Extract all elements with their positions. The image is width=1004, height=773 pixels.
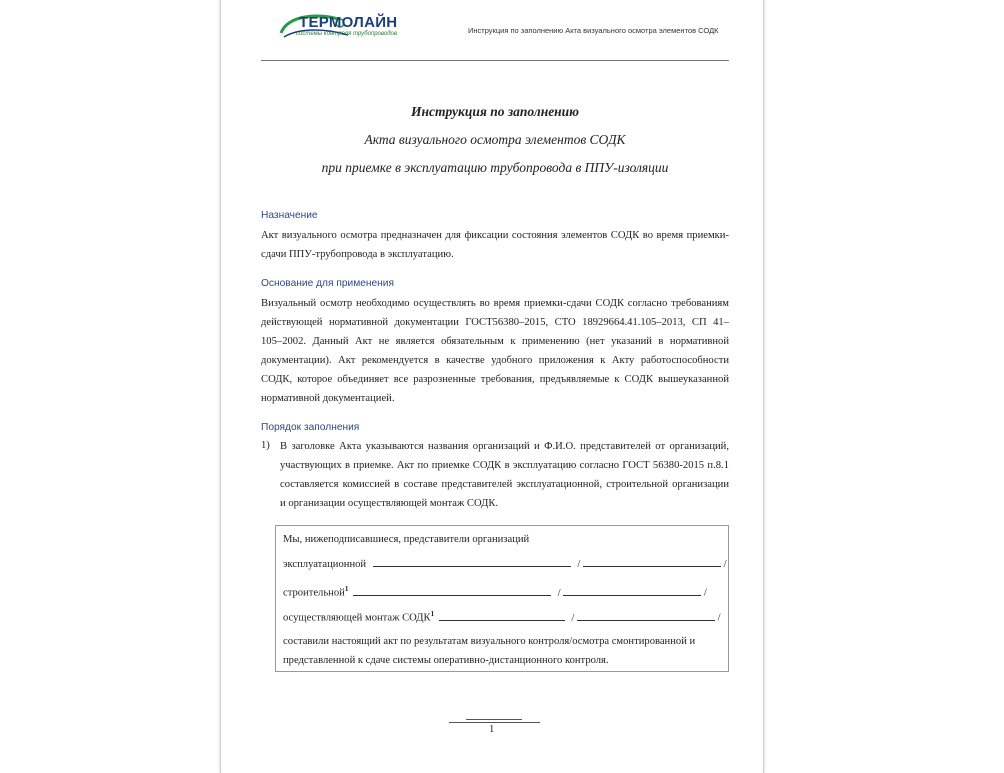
form-row-label: эксплуатационной <box>283 559 367 570</box>
page-number: 1 <box>489 724 495 735</box>
paragraph-line: Акт визуального осмотра предназначен для фиксации состояния элементов СОДК во время приемки- <box>261 230 729 241</box>
footer-rule <box>449 722 540 723</box>
slash: / <box>577 559 581 570</box>
paragraph-line: действующей нормативной документации ГОСТ56380–2015, СТО 18929664.41.105–2013, СП 41– <box>261 317 729 328</box>
paragraph-line: нормативной документацией. <box>261 393 395 404</box>
logo-tagline: системы контроля трубопроводов <box>296 31 398 37</box>
form-row-operating-org <box>283 555 727 574</box>
section-heading-basis: Основание для применения <box>261 278 394 289</box>
paragraph-line: 105–2002. Данный Акт не является обязательным к применению (нет указаний в нормативной <box>261 336 729 347</box>
section-heading-procedure: Порядок заполнения <box>261 422 360 433</box>
running-header-title: Инструкция по заполнению Акта визуального осмотра элементов СОДК <box>468 26 719 35</box>
footnote-mark: 1 <box>344 585 349 593</box>
person-name-blank <box>583 556 721 567</box>
slash: / <box>703 587 707 599</box>
org-name-blank <box>353 585 551 596</box>
form-row-label: осуществляющей монтаж СОДК <box>283 612 431 624</box>
paragraph-line: документации). Акт рекомендуется в качестве удобного приложения к Акту работоспособности <box>261 355 729 366</box>
list-item-line: В заголовке Акта указываются названия организаций и Ф.И.О. представителей от организаций, <box>280 441 729 452</box>
paragraph-line: сдачи ППУ-трубопровода в эксплуатацию. <box>261 249 454 260</box>
form-intro: Мы, нижеподписавшиеся, представители организаций <box>283 534 530 545</box>
org-name-blank <box>439 610 565 621</box>
slash: / <box>723 559 727 570</box>
slash: / <box>717 612 721 624</box>
document-title-line-3: при приемке в эксплуатацию трубопровода в ППУ-изоляции <box>321 160 669 175</box>
paragraph-line: Визуальный осмотр необходимо осуществлять во время приемки-сдачи СОДК согласно требованиям <box>261 298 729 309</box>
form-closing-line: представленной к сдаче системы оперативно-дистанционного контроля. <box>283 655 609 666</box>
list-item-line: составляется комиссией в составе представителей эксплуатационной, строительной организации <box>280 479 729 490</box>
section-heading-purpose: Назначение <box>261 210 318 221</box>
person-name-blank <box>563 585 701 596</box>
header-divider <box>261 60 729 61</box>
list-item-line: участвующих в приемке. Акт по приемке СОДК в эксплуатацию согласно ГОСТ 56380-2015 п.8.1 <box>280 460 729 471</box>
form-row-construction-org <box>283 580 707 603</box>
logo-name: ТЕРМОЛАЙН <box>299 14 398 31</box>
org-name-blank <box>373 556 571 567</box>
list-item-number: 1) <box>261 440 270 451</box>
slash: / <box>571 612 575 624</box>
document-title-line-2: Акта визуального осмотра элементов СОДК <box>364 132 626 147</box>
person-name-blank <box>577 610 715 621</box>
slash: / <box>557 587 561 599</box>
footnote-separator <box>466 719 522 720</box>
footnote-mark: 1 <box>430 610 435 618</box>
form-closing-line: составили настоящий акт по результатам визуального контроля/осмотра смонтированной и <box>283 636 696 647</box>
form-row-installer-org <box>283 605 721 628</box>
list-item-line: и организации осуществляющей монтаж СОДК. <box>280 498 499 509</box>
paragraph-line: СОДК, которое объединяет все разрозненные требования, предъявляемые к СОДК вышеуказанной <box>261 374 729 385</box>
form-row-label: строительной <box>283 587 345 599</box>
document-title-line-1: Инструкция по заполнению <box>410 104 580 119</box>
